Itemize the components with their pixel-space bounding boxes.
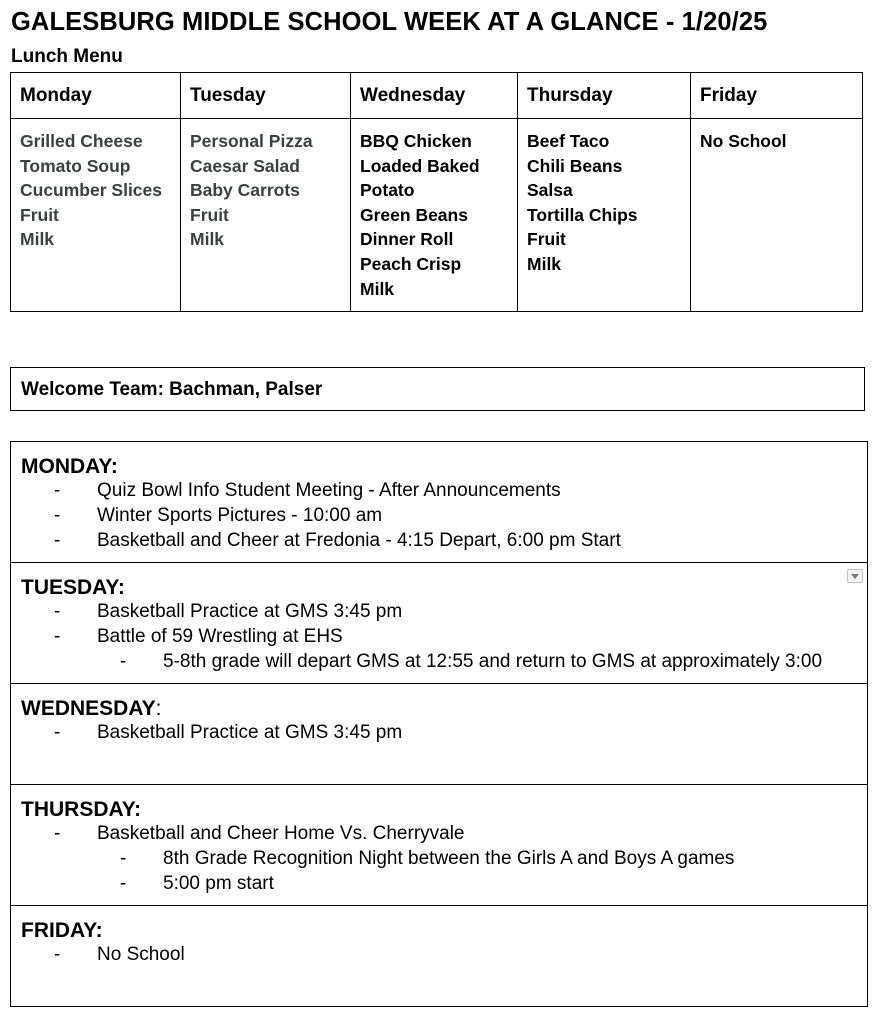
schedule-item-text: Winter Sports Pictures - 10:00 am xyxy=(97,504,383,526)
schedule-cell-wednesday xyxy=(11,684,868,785)
schedule-subitem xyxy=(21,847,867,872)
menu-item: Tortilla Chips xyxy=(527,204,638,225)
schedule-subitem xyxy=(21,650,867,675)
lunch-day-monday: Monday xyxy=(11,73,181,119)
schedule-item-text: Battle of 59 Wrestling at EHS xyxy=(97,625,343,647)
schedule-item xyxy=(21,822,867,847)
menu-item: Milk xyxy=(360,278,395,299)
schedule-item-text: Basketball Practice at GMS 3:45 pm xyxy=(97,722,403,743)
day-heading-wednesday xyxy=(21,697,867,721)
menu-item: Fruit xyxy=(190,204,229,225)
day-heading-monday: MONDAY: xyxy=(21,455,118,478)
schedule-cell-friday xyxy=(11,906,868,1007)
menu-item: Beef Taco xyxy=(527,131,610,151)
menu-item: Fruit xyxy=(527,229,566,250)
schedule-item-text: No School xyxy=(97,944,185,965)
welcome-team-box: Welcome Team: Bachman, Palser xyxy=(10,367,865,411)
menu-item: Baby Carrots xyxy=(190,180,300,201)
schedule-item xyxy=(21,504,867,529)
schedule-row-friday xyxy=(11,906,868,1007)
schedule-item xyxy=(21,479,867,504)
lunch-cell-wednesday xyxy=(351,119,518,312)
lunch-day-wednesday: Wednesday xyxy=(351,73,518,119)
schedule-row-thursday xyxy=(11,785,868,906)
schedule-subitem-text: 5-8th grade will depart GMS at 12:55 and return to GMS at approximately 3:00 xyxy=(163,650,823,672)
schedule-item xyxy=(21,625,867,650)
lunch-menu-heading: Lunch Menu xyxy=(11,46,123,67)
schedule-item-text: Quiz Bowl Info Student Meeting - After Announcements xyxy=(97,480,561,501)
bullet-dash: - xyxy=(54,625,61,647)
lunch-day-thursday: Thursday xyxy=(518,73,691,119)
schedule-item xyxy=(21,721,867,746)
schedule-row-wednesday xyxy=(11,684,868,785)
menu-item: Loaded Baked xyxy=(360,155,480,176)
schedule-cell-thursday xyxy=(11,785,868,906)
menu-item: Peach Crisp xyxy=(360,253,462,274)
menu-item: Milk xyxy=(20,229,55,250)
menu-item: No School xyxy=(700,131,787,151)
lunch-day-friday: Friday xyxy=(691,73,863,119)
schedule-row-monday xyxy=(11,442,868,563)
bullet-dash: - xyxy=(120,650,127,672)
menu-item: Fruit xyxy=(20,204,59,225)
bullet-dash: - xyxy=(120,847,127,869)
day-heading-text: WEDNESDAY xyxy=(21,697,156,720)
menu-item: Personal Pizza xyxy=(190,131,313,151)
bullet-dash: - xyxy=(54,601,61,622)
day-heading-friday: FRIDAY: xyxy=(21,919,103,942)
lunch-day-tuesday: Tuesday xyxy=(181,73,351,119)
dropdown-arrow-icon[interactable] xyxy=(847,569,863,583)
schedule-subitem xyxy=(21,872,867,897)
schedule-item-text: Basketball and Cheer Home Vs. Cherryvale xyxy=(97,823,465,844)
weekly-schedule-table xyxy=(10,441,868,1007)
schedule-item-text: Basketball Practice at GMS 3:45 pm xyxy=(97,601,403,622)
menu-item: Milk xyxy=(190,229,225,250)
bullet-dash: - xyxy=(54,504,61,526)
menu-item: Dinner Roll xyxy=(360,229,454,250)
menu-item: BBQ Chicken xyxy=(360,131,472,151)
schedule-item xyxy=(21,943,867,968)
lunch-cell-monday xyxy=(11,119,181,312)
schedule-item xyxy=(21,600,867,625)
bullet-dash: - xyxy=(54,944,61,965)
bullet-dash: - xyxy=(120,872,127,894)
bullet-dash: - xyxy=(54,529,61,551)
menu-item: Grilled Cheese xyxy=(20,131,143,151)
lunch-cell-thursday xyxy=(518,119,691,312)
menu-item: Chili Beans xyxy=(527,155,623,176)
lunch-menu-items-row xyxy=(11,119,863,312)
menu-item: Tomato Soup xyxy=(20,155,131,176)
day-heading-colon: : xyxy=(155,697,162,720)
day-heading-thursday: THURSDAY: xyxy=(21,798,142,821)
menu-item: Green Beans xyxy=(360,204,468,225)
bullet-dash: - xyxy=(54,480,61,501)
menu-item: Cucumber Slices xyxy=(20,180,162,201)
bullet-dash: - xyxy=(54,823,61,844)
schedule-cell-monday xyxy=(11,442,868,563)
lunch-cell-tuesday xyxy=(181,119,351,312)
page-title: GALESBURG MIDDLE SCHOOL WEEK AT A GLANCE - 1/20/25 xyxy=(11,8,768,36)
schedule-cell-tuesday xyxy=(11,563,868,684)
menu-item: Potato xyxy=(360,180,415,201)
schedule-item xyxy=(21,529,867,554)
schedule-subitem-text: 8th Grade Recognition Night between the Girls A and Boys A games xyxy=(163,847,735,869)
menu-item: Salsa xyxy=(527,180,573,201)
menu-item: Caesar Salad xyxy=(190,155,300,176)
menu-item: Milk xyxy=(527,253,562,274)
day-heading-tuesday: TUESDAY: xyxy=(21,576,125,599)
schedule-row-tuesday xyxy=(11,563,868,684)
lunch-cell-friday xyxy=(691,119,863,312)
bullet-dash: - xyxy=(54,722,61,743)
schedule-subitem-text: 5:00 pm start xyxy=(163,872,274,894)
lunch-menu-table xyxy=(10,72,863,312)
lunch-menu-header-row xyxy=(11,73,863,119)
schedule-item-text: Basketball and Cheer at Fredonia - 4:15 Depart, 6:00 pm Start xyxy=(97,529,621,551)
